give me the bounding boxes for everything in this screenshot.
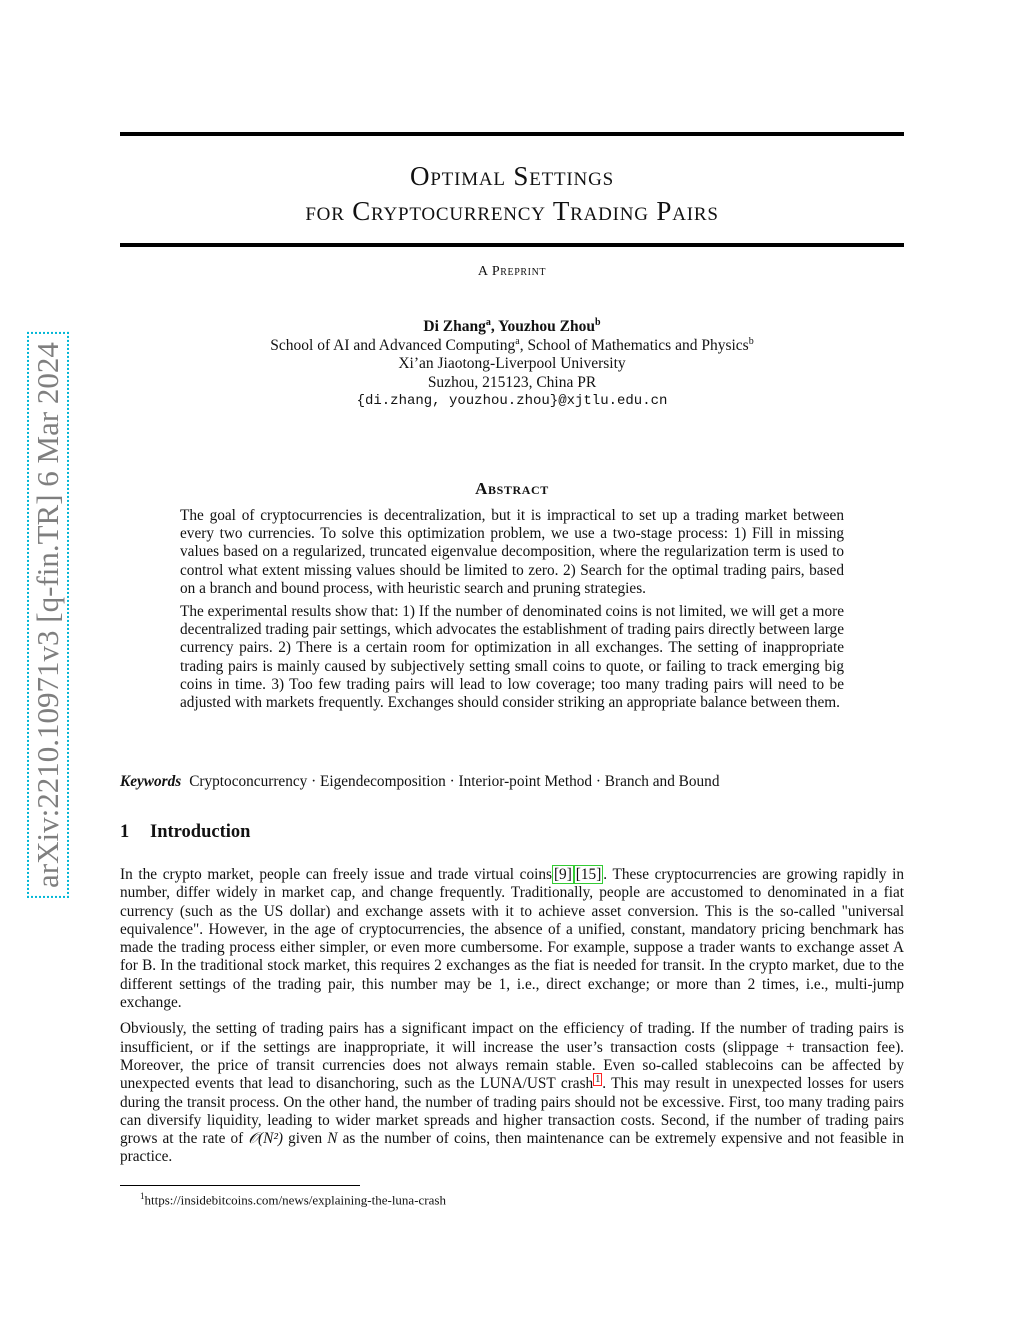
affiliation-mark: a [515, 335, 520, 347]
math-variable: N [327, 1130, 338, 1148]
footnote-link[interactable]: 1 [595, 1074, 601, 1086]
footnote [140, 1191, 446, 1208]
keywords-text: Cryptoconcurrency · Eigendecomposition · Interior-point Method · Branch and Bound [189, 773, 720, 790]
citation-link[interactable]: [15] [575, 866, 602, 883]
affiliation-a: School of AI and Advanced Computing [270, 336, 516, 354]
city-address: Suzhou, 215123, China PR [427, 373, 597, 391]
body-text: In the crypto market, people can freely issue and trade virtual coins [120, 866, 552, 883]
abstract-body [180, 507, 844, 717]
section-number: 1 [120, 822, 130, 842]
body-text: given [283, 1130, 328, 1148]
body-paragraph [120, 866, 904, 1012]
affiliation-line: School of AI and Advanced Computing$^a$, School of Mathematics and Physics$^b$ [270, 335, 754, 354]
abstract-paragraph: The experimental results show that: 1) If the number of denominated coins is not limited, we will get a more decentralized trading pair settings, which advocates the establishment of trading pairs directly between large currency pairs. 2) There is a certain room for optimization in all exchanges. The setting of inappropriate trading pairs is mainly caused by subjectively setting small coins to quote, or failing to track emerging big coins in time. 3) Too few trading pairs will lead to low coverage; too many trading pairs will need to be adjusted with markets frequently. Exchanges should consider striking an appropriate balance between them. [180, 603, 844, 712]
citation-link[interactable]: [9] [553, 866, 572, 883]
body-paragraph [120, 1020, 904, 1166]
paper-title-line-2: for Cryptocurrency Trading Pairs [305, 196, 719, 226]
university: Xi’an Jiaotong-Liverpool University [398, 355, 626, 372]
abstract-heading: Abstract [475, 479, 549, 498]
title-bottom-rule [120, 243, 904, 247]
authors-block [120, 318, 904, 411]
author-names: Di Zhang$^a$, Youzhou Zhou$^b$ [423, 316, 601, 335]
affiliation-mark: b [748, 335, 754, 347]
section-title: Introduction [150, 822, 251, 842]
body-text: Obviously, the setting of trading pairs has a significant impact on the efficiency of trading. If the number of trading pairs is insufficient, or if the settings are inappropriate, it will increase the user’s transaction costs (slippage + transaction fee). Moreover, the price of transit currencies does not always remain stable. Even so-called stablecoins can be affected by unexpected events that lead to disanchoring, such as the LUNA/UST crash [120, 1020, 904, 1093]
body-text: . This may result in unexpected losses for users during the transit process. On the other hand, the number of trading pairs should not be excessive. First, too many trading pairs can diversify liquidity, leading to wider market spreads and higher transaction costs. Second, if the number of trading pairs grows at the rate of [120, 1075, 905, 1148]
math-expression: 𝒪(N²) [248, 1130, 284, 1148]
author-name: Youzhou Zhou [498, 318, 595, 335]
abstract-paragraph: The goal of cryptocurrencies is decentralization, but it is impractical to set up a trading market between every two currencies. To solve this optimization problem, we use a two-stage process: 1) Fill in missing values based on a regularized, truncated eigenvalue decomposition, where the regularization term is used to control what extent missing values should be limited to zero. 2) Search for the optimal trading pairs, based on a branch and bound process, with heuristic search and pruning strategies. [180, 507, 844, 597]
paper-title-line-1: Optimal Settings [410, 161, 614, 191]
author-affil-mark: a [485, 316, 491, 328]
body-text: . These cryptocurrencies are growing rapidly in number, differ widely in market cap, and change frequently. Traditionally, people are accustomed to denominated in a fiat currency (such as the US dollar) and exchange assets with it to achieve asset conversion. This is the so-called "universal equivalence". However, in the age of cryptocurrencies, the absence of a unified, constant, mandatory pricing benchmark has made the trading process either simpler, or even more cumbersome. For example, suppose a trader wants to exchange asset A for B. In the traditional stock market, this requires 2 exchanges as the fiat is needed for transit. In the crypto market, due to the different settings of the trading pair, this number may be 1, i.e., direct exchange; or more than 2 times, i.e., multi-jump exchange. [120, 866, 904, 1012]
keywords-line [120, 773, 904, 791]
footnote-rule [120, 1185, 360, 1186]
title-top-rule [120, 132, 904, 136]
section-heading [120, 822, 250, 843]
footnote-number: 1 [140, 1191, 145, 1201]
affiliation-b: School of Mathematics and Physics [527, 336, 749, 354]
author-email[interactable]: {di.zhang, youzhou.zhou}@xjtlu.edu.cn [356, 393, 668, 409]
keywords-label: Keywords [120, 773, 182, 790]
preprint-label: A Preprint [477, 264, 547, 279]
section-body [120, 866, 904, 1175]
author-affil-mark: b [595, 316, 601, 328]
author-name: Di Zhang [423, 318, 486, 335]
arxiv-identifier[interactable]: arXiv:2210.10971v3 [q-fin.TR] 6 Mar 2024 [27, 332, 69, 898]
body-text: as the number of coins, then maintenance can be extremely expensive and not feasible in practice. [120, 1130, 904, 1166]
footnote-url[interactable]: https://insidebitcoins.com/news/explaining-the-luna-crash [144, 1192, 446, 1208]
